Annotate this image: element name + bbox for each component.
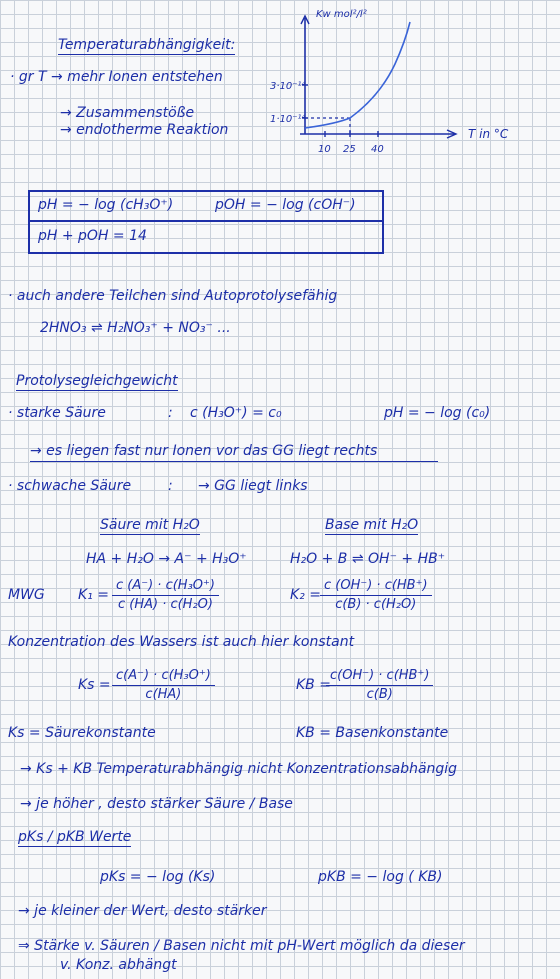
section-title-pk: pKs / pKB Werte <box>18 829 132 845</box>
graph-x-tick-25: 25 <box>343 144 356 155</box>
temperature-line-3: → endotherme Reaktion <box>60 122 229 138</box>
kb-definition: KB = Basenkonstante <box>296 725 449 741</box>
k1-fraction <box>112 577 219 614</box>
acid-water-title: Säure mit H₂O <box>100 517 200 533</box>
ks-denominator: c(HA) <box>145 687 182 702</box>
pkb-formula: pKB = − log ( KB) <box>318 869 443 885</box>
strong-acid-concentration: c (H₃O⁺) = c₀ <box>190 405 282 421</box>
graph-x-label: T in °C <box>468 127 509 141</box>
section-title-protolysis: Protolysegleichgewicht <box>16 373 178 389</box>
box-divider <box>30 220 382 222</box>
ks-fraction <box>112 667 215 704</box>
ks-definition: Ks = Säurekonstante <box>8 725 156 741</box>
k2-numerator: c (OH⁻) · c(HB⁺) <box>320 577 432 596</box>
constants-strength-note: → je höher , desto stärker Säure / Base <box>20 796 293 812</box>
ks-label: Ks = <box>78 677 111 693</box>
autoprotolysis-equation: 2HNO₃ ⇌ H₂NO₃⁺ + NO₃⁻ ... <box>40 320 231 336</box>
pk-note-strength-line2: v. Konz. abhängt <box>60 957 177 973</box>
base-water-equation: H₂O + B ⇌ OH⁻ + HB⁺ <box>290 551 446 567</box>
kb-fraction <box>326 667 433 704</box>
graph-y-tick-low: 1·10⁻¹⁴ <box>270 114 306 125</box>
kb-numerator: c(OH⁻) · c(HB⁺) <box>326 667 433 686</box>
acid-water-equation: HA + H₂O → A⁻ + H₃O⁺ <box>86 551 247 567</box>
temperature-line-2: → Zusammenstöße <box>60 105 195 121</box>
strong-acid-ph: pH = − log (c₀) <box>384 405 491 421</box>
k1-denominator: c (HA) · c(H₂O) <box>117 597 213 612</box>
k2-fraction <box>320 577 432 614</box>
k1-numerator: c (A⁻) · c(H₃O⁺) <box>112 577 219 596</box>
pks-formula: pKs = − log (Ks) <box>100 869 216 885</box>
graph-x-tick-10: 10 <box>318 144 331 155</box>
strong-acid-underline <box>30 461 438 462</box>
constants-temperature-note: → Ks + KB Temperaturabhängig nicht Konzentrationsabhängig <box>20 761 458 777</box>
ks-numerator: c(A⁻) · c(H₃O⁺) <box>112 667 215 686</box>
weak-acid-colon: : <box>168 478 173 494</box>
graph-y-tick-high: 3·10⁻¹⁴ <box>270 81 306 92</box>
weak-acid-label: · schwache Säure <box>8 478 132 494</box>
ph-poh-sum: pH + pOH = 14 <box>38 228 147 244</box>
mwg-label: MWG <box>8 587 45 603</box>
graph-x-tick-40: 40 <box>371 144 384 155</box>
kb-label: KB = <box>296 677 331 693</box>
strong-acid-label: · starke Säure <box>8 405 106 421</box>
water-constant-note: Konzentration des Wassers ist auch hier konstant <box>8 634 355 650</box>
temperature-line-1: · gr T → mehr Ionen entstehen <box>10 69 223 85</box>
weak-acid-note: → GG liegt links <box>198 478 308 494</box>
poh-formula: pOH = − log (cOH⁻) <box>215 197 356 213</box>
base-water-title: Base mit H₂O <box>325 517 419 533</box>
k2-denominator: c(B) · c(H₂O) <box>335 597 417 612</box>
k2-label: K₂ = <box>290 587 321 603</box>
pk-note-strength-line1: ⇒ Stärke v. Säuren / Basen nicht mit pH-Wert möglich da dieser <box>18 938 465 954</box>
strong-acid-colon: : <box>168 405 173 421</box>
ph-formula: pH = − log (cH₃O⁺) <box>38 197 174 213</box>
k1-label: K₁ = <box>78 587 109 603</box>
kb-denominator: c(B) <box>366 687 393 702</box>
strong-acid-note: → es liegen fast nur Ionen vor das GG liegt rechts <box>30 443 378 459</box>
autoprotolysis-line: · auch andere Teilchen sind Autoprotolysefähig <box>8 288 338 304</box>
section-title-temperature: Temperaturabhängigkeit: <box>58 37 236 53</box>
pk-note-smaller: → je kleiner der Wert, desto stärker <box>18 903 267 919</box>
graph-y-label: Kw mol²/l² <box>316 9 367 20</box>
